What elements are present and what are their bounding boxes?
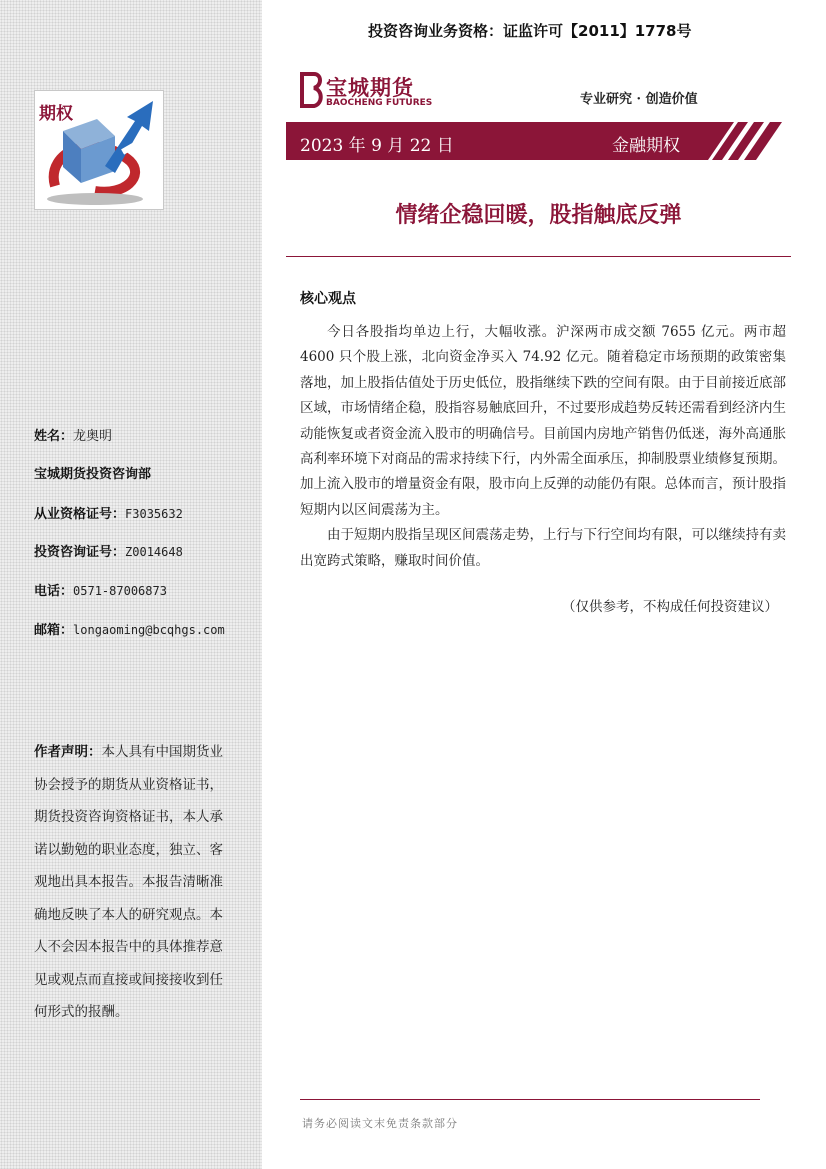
author-statement xyxy=(34,736,229,1029)
cover-tag: 期权 xyxy=(39,104,73,124)
headline-divider xyxy=(286,256,791,257)
company-name-en: BAOCHENG FUTURES xyxy=(326,98,433,108)
analyst-name: 龙奥明 xyxy=(73,429,113,444)
advisory-number: Z0014648 xyxy=(125,545,183,559)
report-headline: 情绪企稳回暖，股指触底反弹 xyxy=(395,203,682,228)
slogan: 专业研究 · 创造价值 xyxy=(580,92,698,107)
phone-number: 0571-87006873 xyxy=(73,584,167,598)
cert-label: 从业资格证号： xyxy=(34,507,126,522)
advisory-row xyxy=(34,543,254,562)
core-view-paragraph: 今日各股指均单边上行，大幅收涨。沪深两市成交额 7655 亿元。两市超 4600 只个股上涨，北向资金净买入 74.92 亿元。随着稳定市场预期的政策密集落地，加上股指估值处于历史低位，股指继续下跌的空间有限。由于目前接近底部区域，市场情绪企稳，股指容易触底回升，不过要形成趋势反转还需看到经济内生动能恢复或者资金流入股市的明确信号。目前国内房地产销售仍低迷，海外高通胀高利率环境下对商品的需求持续下行，内外需全面承压，抑制股票业绩修复预期。加上流入股市的增量资金有限，股市向上反弹的动能仍有限。总体而言，预计股指短期内以区间震荡为主。 xyxy=(300,324,786,518)
core-view-title: 核心观点 xyxy=(300,291,356,307)
cover-image xyxy=(34,90,164,210)
analyst-name-label: 姓名： xyxy=(34,429,74,444)
email-row xyxy=(34,621,254,640)
phone-row xyxy=(34,582,254,601)
cert-row xyxy=(34,505,254,524)
cert-number: F3035632 xyxy=(125,507,183,521)
department: 宝城期货投资咨询部 xyxy=(34,467,152,482)
report-date: 2023 年 9 月 22 日 xyxy=(300,136,454,156)
statement-text: 本人具有中国期货业协会授予的期货从业资格证书，期货投资咨询资格证书，本人承诺以勤勉的职业态度，独立、客观地出具本报告。本报告清晰准确地反映了本人的研究观点。本人不会因本报告中的具体推荐意见或观点而直接或间接接收到任何形式的报酬。 xyxy=(34,744,223,1020)
email-label: 邮箱： xyxy=(34,623,74,638)
advisory-label: 投资咨询证号： xyxy=(34,545,126,560)
company-name-cn: 宝城期货 xyxy=(326,75,414,100)
investment-disclaimer: （仅供参考，不构成任何投资建议） xyxy=(562,599,778,615)
core-view-paragraph: 由于短期内股指呈现区间震荡走势，上行与下行空间均有限，可以继续持有卖出宽跨式策略，赚取时间价值。 xyxy=(300,527,786,569)
footer-note: 请务必阅读文末免责条款部分 xyxy=(302,1117,458,1130)
license-line: 投资咨询业务资格：证监许可【2011】1778号 xyxy=(368,22,692,40)
statement-label: 作者声明： xyxy=(34,744,102,760)
company-logo xyxy=(296,70,436,110)
report-category: 金融期权 xyxy=(612,136,680,156)
footer-divider xyxy=(300,1099,760,1100)
department-row xyxy=(34,466,254,484)
company-mark-icon xyxy=(296,70,324,110)
email-link[interactable]: longaoming@bcqhgs.com xyxy=(73,623,225,637)
phone-label: 电话： xyxy=(34,584,74,599)
analyst-name-row xyxy=(34,428,254,446)
core-view-body xyxy=(300,320,786,574)
date-banner xyxy=(286,122,786,160)
